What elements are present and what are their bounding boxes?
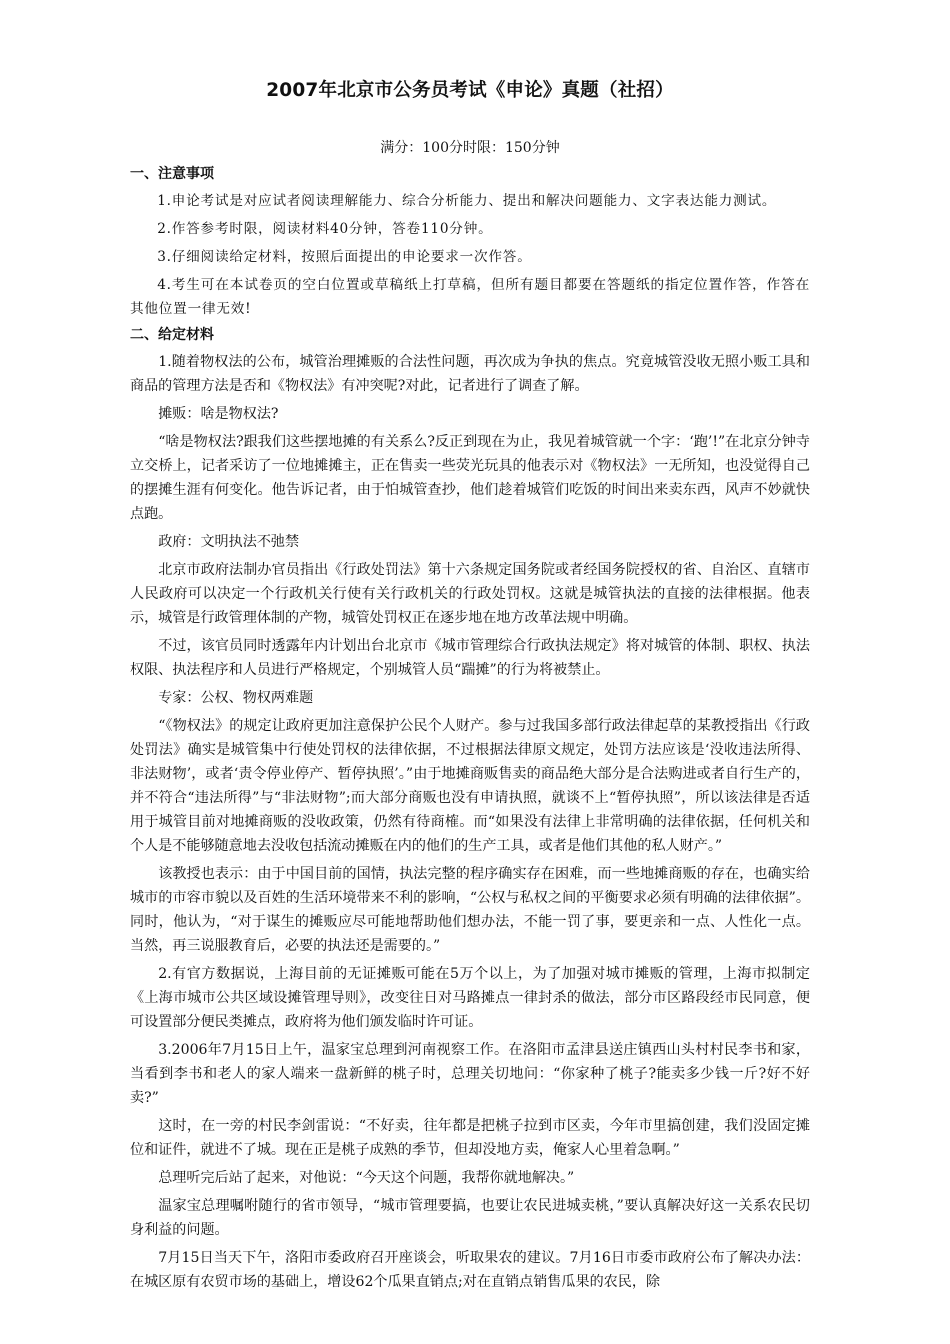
material-paragraph: “啥是物权法?跟我们这些摆地摊的有关系么?反正到现在为止，我见着城管就一个字：‘跑’!”在北京分钟寺立交桥上，记者采访了一位地摊摊主，正在售卖一些荧光玩具的他表示对《物权法》一无所知，也没觉得自己的摆摊生涯有何变化。他告诉记者，由于怕城管查抄，他们趁着城管们吃饭的时间出来卖东西，风声不妙就快点跑。: [130, 434, 810, 522]
material-paragraph: 1.随着物权法的公布，城管治理摊贩的合法性问题，再次成为争执的焦点。究竟城管没收无照小贩工具和商品的管理方法是否和《物权法》有冲突呢?对此，记者进行了调查了解。: [130, 354, 810, 394]
section-heading-materials: 二、给定材料: [130, 327, 214, 343]
material-paragraph: 2.有官方数据说，上海目前的无证摊贩可能在5万个以上，为了加强对城市摊贩的管理，上海市拟制定《上海市城市公共区域设摊管理导则》，改变往日对马路摊点一律封杀的做法，部分市区路段经市民同意，便可设置部分便民类摊点，政府将为他们颁发临时许可证。: [130, 966, 810, 1030]
note-item: 2.作答参考时限，阅读材料40分钟，答卷110分钟。: [157, 221, 493, 237]
note-item: 4.考生可在本试卷页的空白位置或草稿纸上打草稿，但所有题目都要在答题纸的指定位置作答，作答在其他位置一律无效!: [130, 277, 810, 317]
material-paragraph: 北京市政府法制办官员指出《行政处罚法》第十六条规定国务院或者经国务院授权的省、自治区、直辖市人民政府可以决定一个行政机关行使有关行政机关的行政处罚权。这就是城管执法的直接的法律根据。他表示，城管是行政管理体制的产物，城管处罚权正在逐步地在地方改革法规中明确。: [130, 562, 810, 626]
material-paragraph: 7月15日当天下午，洛阳市委政府召开座谈会，听取果农的建议。7月16日市委市政府公布了解决办法：在城区原有农贸市场的基础上，增设62个瓜果直销点;对在直销点销售瓜果的农民，除: [130, 1250, 810, 1290]
document-page: [130, 78, 810, 1298]
material-paragraph: “《物权法》的规定让政府更加注意保护公民个人财产。参与过我国多部行政法律起草的某教授指出《行政处罚法》确实是城管集中行使处罚权的法律依据，不过根据法律原文规定，处罚方法应该是‘没收违法所得、非法财物’，或者‘责令停业停产、暂停执照’。”由于地摊商贩售卖的商品绝大部分是合法购进或者自行生产的，并不符合“违法所得”与“非法财物”;而大部分商贩也没有申请执照，就谈不上“暂停执照”，所以该法律是否适用于城管目前对地摊商贩的没收政策，仍然有待商榷。而“如果没有法律上非常明确的法律依据，任何机关和个人是不能够随意地去没收包括流动摊贩在内的他们的生产工具，或者是他们其他的私人财产。”: [130, 718, 810, 854]
material-paragraph: 这时，在一旁的村民李剑雷说：“不好卖，往年都是把桃子拉到市区卖，今年市里搞创建，我们没固定摊位和证件，就进不了城。现在正是桃子成熟的季节，但却没地方卖，俺家人心里着急啊。”: [130, 1118, 810, 1158]
material-subheading: 专家：公权、物权两难题: [158, 690, 314, 706]
material-paragraph: 3.2006年7月15日上午，温家宝总理到河南视察工作。在洛阳市孟津县送庄镇西山头村村民李书和家，当看到李书和老人的家人端来一盘新鲜的桃子时，总理关切地问：“你家种了桃子?能卖多少钱一斤?好不好卖?”: [130, 1042, 810, 1106]
material-paragraph: 温家宝总理嘱咐随行的省市领导，“城市管理要搞，也要让农民进城卖桃，”要认真解决好这一关系农民切身利益的问题。: [130, 1198, 810, 1238]
note-item: 3.仔细阅读给定材料，按照后面提出的申论要求一次作答。: [157, 249, 532, 265]
document-title: 2007年北京市公务员考试《申论》真题（社招）: [266, 80, 674, 101]
material-subheading: 摊贩：啥是物权法?: [158, 406, 279, 422]
note-item: 1.申论考试是对应试者阅读理解能力、综合分析能力、提出和解决问题能力、文字表达能力测试。: [157, 193, 777, 209]
material-paragraph: 不过，该官员同时透露年内计划出台北京市《城市管理综合行政执法规定》将对城管的体制、职权、执法权限、执法程序和人员进行严格规定，个别城管人员“踹摊”的行为将被禁止。: [130, 638, 810, 678]
score-time-line: 满分：100分时限：150分钟: [380, 140, 560, 156]
section-heading-notes: 一、注意事项: [130, 166, 214, 182]
material-paragraph: 该教授也表示：由于中国目前的国情，执法完整的程序确实存在困难，而一些地摊商贩的存在，也确实给城市的市容市貌以及百姓的生活环境带来不利的影响，“公权与私权之间的平衡要求必须有明确的法律依据”。同时，他认为，“对于谋生的摊贩应尽可能地帮助他们想办法，不能一罚了事，要更亲和一点、人性化一点。当然，再三说服教育后，必要的执法还是需要的。”: [130, 866, 810, 954]
material-paragraph: 总理听完后站了起来，对他说：“今天这个问题，我帮你就地解决。”: [158, 1170, 575, 1186]
material-subheading: 政府：文明执法不弛禁: [158, 534, 300, 550]
